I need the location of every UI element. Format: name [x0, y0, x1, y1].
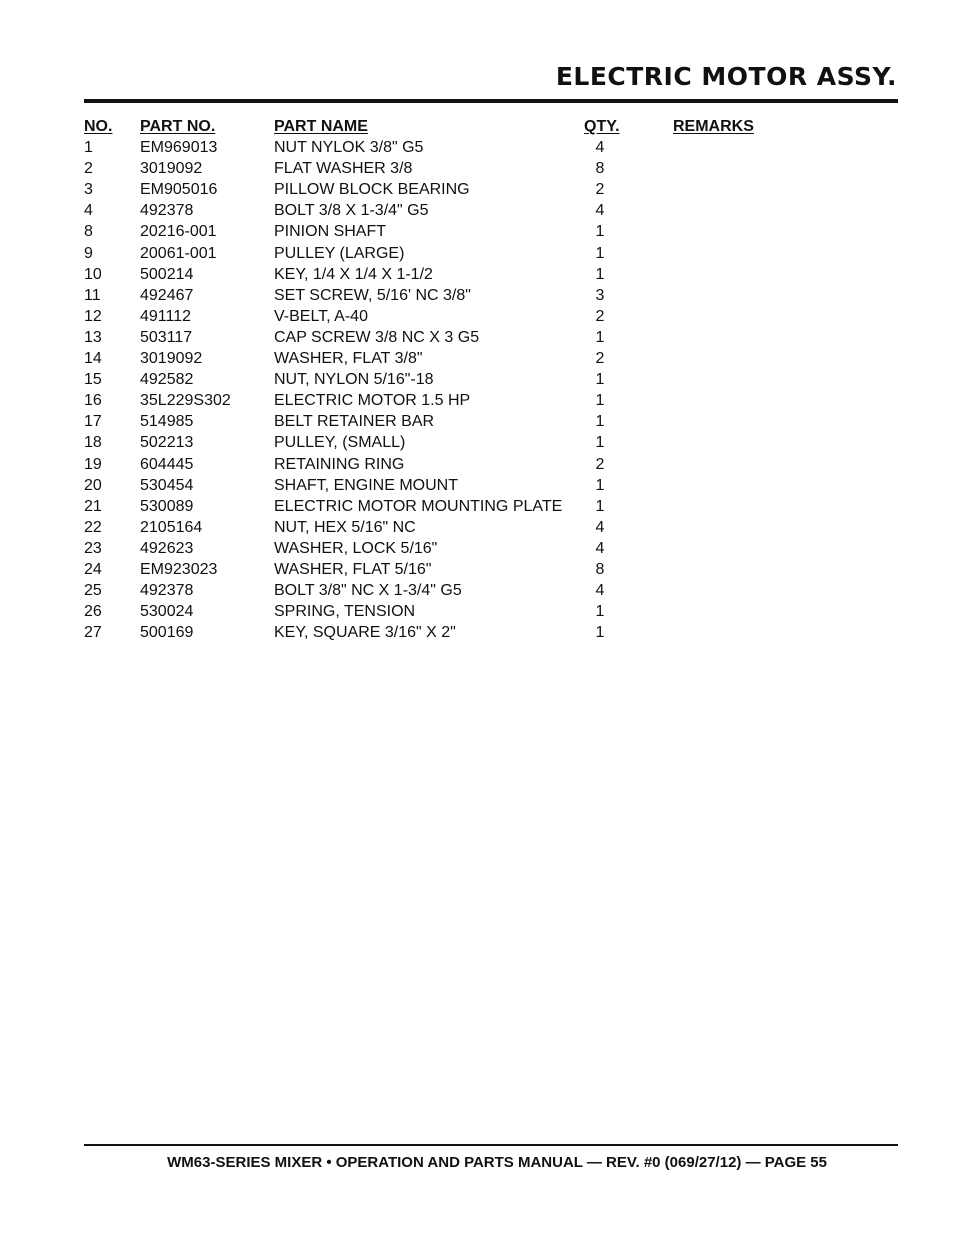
cell-part-name: WASHER, FLAT 5/16" — [274, 560, 432, 578]
cell-no: 11 — [84, 286, 101, 304]
table-row — [84, 327, 898, 348]
cell-no: 22 — [84, 518, 102, 536]
cell-qty: 1 — [595, 497, 605, 515]
cell-part-no: 530454 — [140, 476, 194, 494]
cell-part-name: SET SCREW, 5/16' NC 3/8" — [274, 286, 471, 304]
cell-part-name: SHAFT, ENGINE MOUNT — [274, 476, 459, 494]
table-row — [84, 580, 898, 601]
cell-part-no: EM923023 — [140, 560, 218, 578]
table-row — [84, 369, 898, 390]
cell-part-no: 492467 — [140, 286, 194, 304]
cell-part-no: 3019092 — [140, 350, 203, 368]
cell-part-no: EM905016 — [140, 181, 218, 199]
table-row — [84, 475, 898, 496]
cell-no: 25 — [84, 582, 102, 600]
cell-part-no: 492623 — [140, 539, 194, 557]
cell-part-name: NUT, NYLON 5/16"-18 — [274, 371, 434, 389]
cell-part-name: PILLOW BLOCK BEARING — [274, 181, 470, 199]
table-row — [84, 559, 898, 580]
cell-part-no: 2105164 — [140, 518, 203, 536]
table-row — [84, 285, 898, 306]
cell-qty: 1 — [595, 603, 605, 621]
cell-no: 24 — [84, 560, 102, 578]
table-row — [84, 179, 898, 200]
cell-no: 3 — [84, 181, 93, 199]
table-row — [84, 137, 898, 158]
cell-part-no: 491112 — [140, 307, 192, 325]
table-body — [84, 137, 898, 643]
table-row — [84, 601, 898, 622]
cell-no: 14 — [84, 350, 102, 368]
cell-no: 20 — [84, 476, 102, 494]
cell-no: 27 — [84, 624, 102, 642]
cell-qty: 1 — [595, 413, 605, 431]
table-row — [84, 348, 898, 369]
cell-no: 26 — [84, 603, 102, 621]
cell-no: 9 — [84, 244, 93, 262]
page-title: ELECTRIC MOTOR ASSY. — [555, 62, 897, 91]
table-row — [84, 432, 898, 453]
cell-part-no: 530089 — [140, 497, 194, 515]
table-row — [84, 306, 898, 327]
page-footer: WM63-SERIES MIXER • OPERATION AND PARTS MANUAL — REV. #0 (069/27/12) — PAGE 55 — [167, 1154, 827, 1171]
cell-part-name: BOLT 3/8 X 1-3/4" G5 — [274, 202, 429, 220]
cell-no: 1 — [84, 139, 93, 157]
table-row — [84, 622, 898, 643]
cell-part-no: 35L229S302 — [140, 392, 231, 410]
cell-part-name: BELT RETAINER BAR — [274, 413, 435, 431]
cell-no: 15 — [84, 371, 102, 389]
cell-qty: 1 — [595, 244, 605, 262]
cell-part-name: CAP SCREW 3/8 NC X 3 G5 — [274, 328, 480, 346]
cell-part-no: 500169 — [140, 624, 194, 642]
cell-qty: 4 — [595, 518, 605, 536]
table-row — [84, 538, 898, 559]
cell-part-name: NUT, HEX 5/16" NC — [274, 518, 416, 536]
cell-qty: 1 — [595, 434, 605, 452]
cell-part-no: 503117 — [140, 328, 193, 346]
cell-qty: 4 — [595, 539, 605, 557]
cell-part-name: PULLEY (LARGE) — [274, 244, 405, 262]
cell-qty: 3 — [595, 286, 605, 304]
header-no: NO. — [84, 118, 113, 135]
cell-part-no: 20216-001 — [140, 223, 217, 241]
cell-qty: 1 — [595, 223, 605, 241]
cell-no: 18 — [84, 434, 102, 452]
header-part-name: PART NAME — [274, 118, 368, 135]
header-qty: QTY. — [584, 118, 620, 135]
cell-part-no: 492378 — [140, 202, 194, 220]
cell-qty: 4 — [595, 139, 605, 157]
cell-part-name: PINION SHAFT — [274, 223, 387, 241]
cell-no: 2 — [84, 160, 93, 178]
cell-part-no: 500214 — [140, 265, 194, 283]
cell-part-name: WASHER, FLAT 3/8" — [274, 350, 423, 368]
cell-qty: 2 — [595, 455, 605, 473]
cell-part-name: KEY, 1/4 X 1/4 X 1-1/2 — [274, 265, 433, 283]
cell-qty: 4 — [595, 582, 605, 600]
cell-qty: 1 — [595, 265, 605, 283]
cell-part-no: 514985 — [140, 413, 194, 431]
cell-part-no: 492582 — [140, 371, 194, 389]
parts-table — [84, 116, 898, 643]
cell-qty: 8 — [595, 160, 605, 178]
cell-no: 10 — [84, 265, 102, 283]
cell-qty: 4 — [595, 202, 605, 220]
cell-part-name: RETAINING RING — [274, 455, 405, 473]
cell-no: 16 — [84, 392, 102, 410]
cell-no: 19 — [84, 455, 102, 473]
cell-part-name: ELECTRIC MOTOR 1.5 HP — [274, 392, 471, 410]
cell-part-name: KEY, SQUARE 3/16" X 2" — [274, 624, 456, 642]
cell-part-name: NUT NYLOK 3/8" G5 — [274, 139, 424, 157]
cell-no: 8 — [84, 223, 93, 241]
table-row — [84, 221, 898, 242]
cell-part-name: FLAT WASHER 3/8 — [274, 160, 413, 178]
table-row — [84, 200, 898, 221]
cell-qty: 2 — [595, 307, 605, 325]
cell-part-no: 502213 — [140, 434, 194, 452]
table-row — [84, 496, 898, 517]
cell-part-no: 492378 — [140, 582, 194, 600]
cell-qty: 1 — [595, 624, 605, 642]
table-row — [84, 411, 898, 432]
cell-part-name: BOLT 3/8" NC X 1-3/4" G5 — [274, 582, 462, 600]
cell-part-no: EM969013 — [140, 139, 218, 157]
cell-qty: 1 — [595, 371, 605, 389]
table-row — [84, 454, 898, 475]
cell-part-name: PULLEY, (SMALL) — [274, 434, 406, 452]
cell-qty: 2 — [595, 181, 605, 199]
header-remarks: REMARKS — [673, 118, 754, 135]
cell-part-no: 3019092 — [140, 160, 203, 178]
cell-part-no: 604445 — [140, 455, 194, 473]
cell-part-name: WASHER, LOCK 5/16" — [274, 539, 438, 557]
title-rule — [84, 99, 898, 103]
cell-part-no: 20061-001 — [140, 244, 217, 262]
cell-part-name: SPRING, TENSION — [274, 603, 416, 621]
cell-qty: 1 — [595, 328, 605, 346]
cell-qty: 8 — [595, 560, 605, 578]
cell-no: 12 — [84, 307, 102, 325]
table-row — [84, 264, 898, 285]
cell-qty: 1 — [595, 476, 605, 494]
table-row — [84, 517, 898, 538]
cell-qty: 2 — [595, 350, 605, 368]
cell-part-name: V-BELT, A-40 — [274, 307, 368, 325]
table-row — [84, 390, 898, 411]
table-header-row — [84, 116, 898, 137]
cell-part-name: ELECTRIC MOTOR MOUNTING PLATE — [274, 497, 563, 515]
header-part-no: PART NO. — [140, 118, 216, 135]
cell-qty: 1 — [595, 392, 605, 410]
cell-no: 21 — [84, 497, 102, 515]
table-row — [84, 243, 898, 264]
footer-rule — [84, 1144, 898, 1146]
cell-no: 17 — [84, 413, 102, 431]
table-row — [84, 158, 898, 179]
cell-no: 13 — [84, 328, 102, 346]
cell-no: 4 — [84, 202, 93, 220]
cell-no: 23 — [84, 539, 102, 557]
cell-part-no: 530024 — [140, 603, 194, 621]
